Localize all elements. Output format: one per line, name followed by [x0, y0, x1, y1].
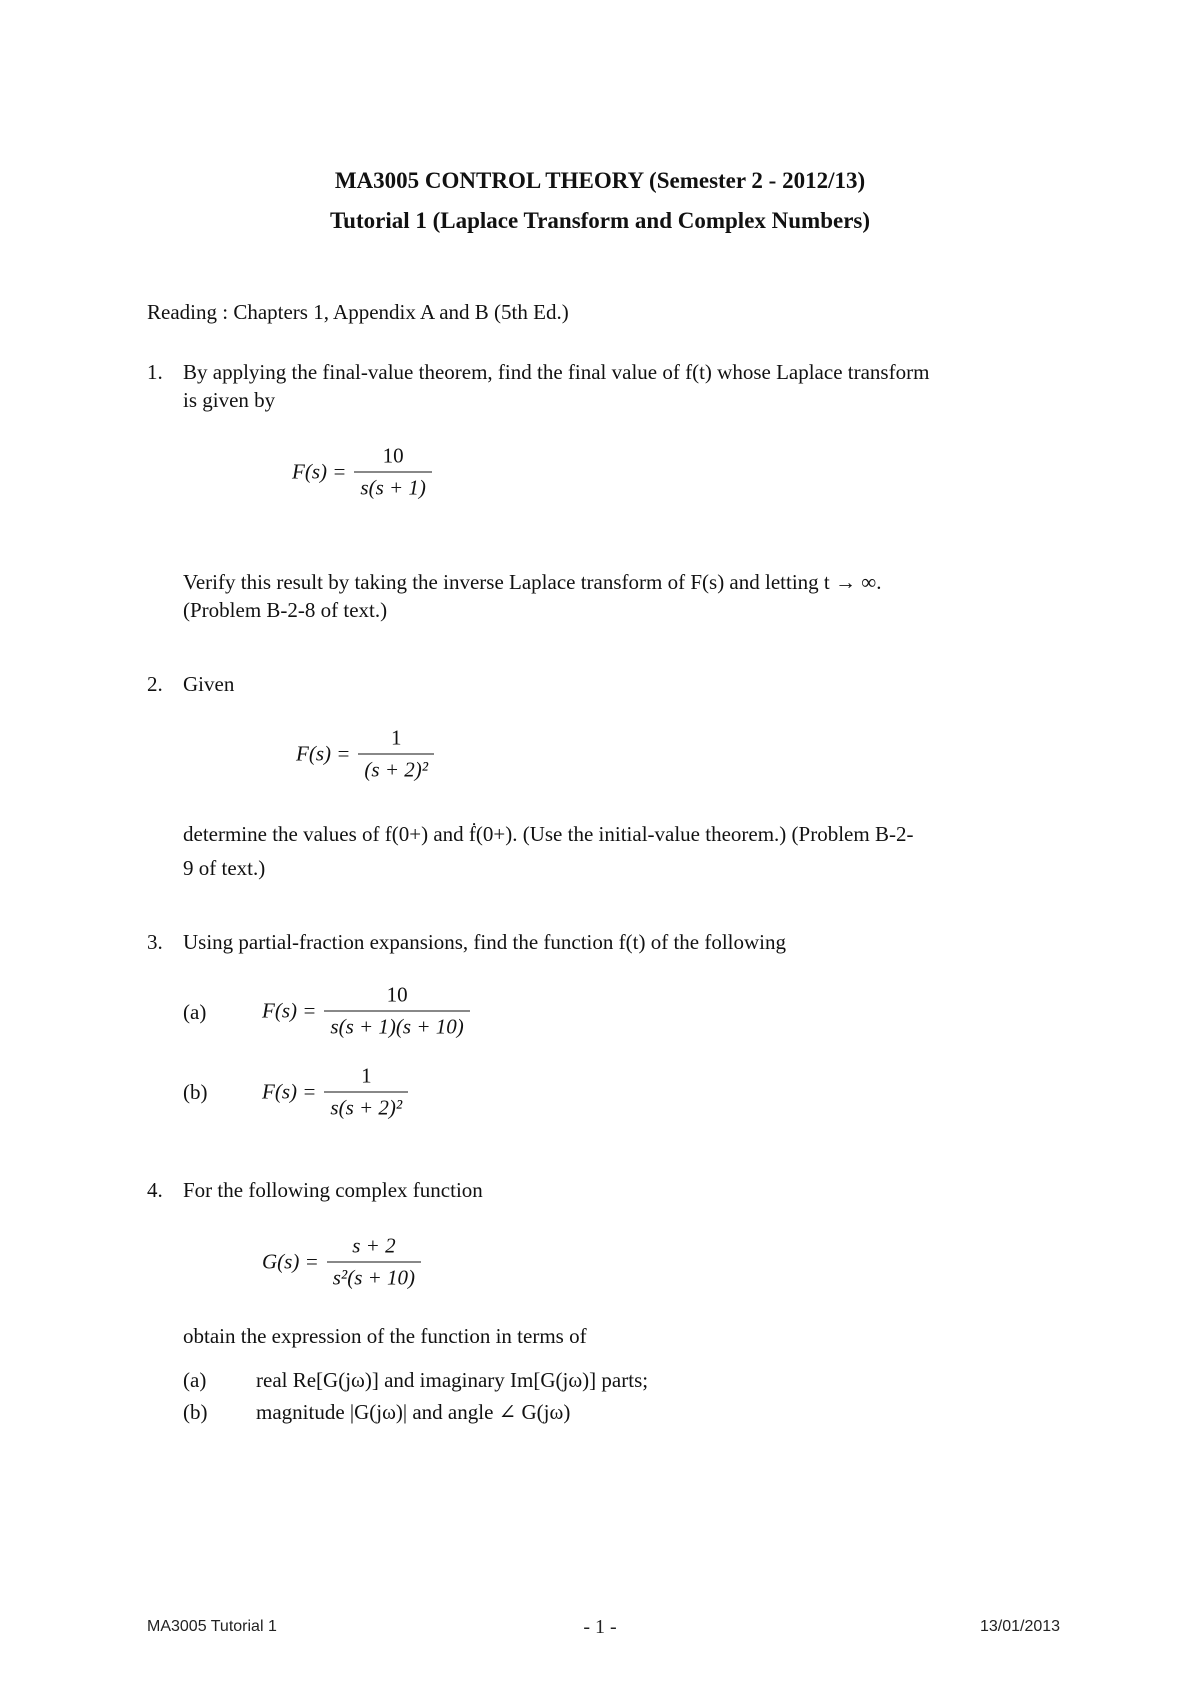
- q4a-text: real Re[G(jω)] and imaginary Im[G(jω)] parts;: [256, 1368, 649, 1392]
- q3a-eq-numerator: 10: [386, 982, 408, 1007]
- q4b-label: (b): [183, 1400, 208, 1424]
- q1-eq-fraction: [354, 444, 432, 501]
- q3b-label: (b): [183, 1080, 208, 1104]
- q4-eq-lhs: G(s) =: [262, 1249, 319, 1274]
- q3a-label: (a): [183, 1000, 207, 1024]
- q1-equation: [292, 444, 432, 501]
- q4b-text: magnitude |G(jω)| and angle ∠ G(jω): [256, 1400, 571, 1424]
- q1-text-line2: is given by: [183, 388, 276, 412]
- footer-left: MA3005 Tutorial 1: [147, 1618, 277, 1635]
- q1-eq-numerator: 10: [382, 443, 404, 468]
- q4a-label: (a): [183, 1368, 207, 1392]
- q3b-eq-fraction: [324, 1064, 408, 1121]
- q2-determine-line1: determine the values of f(0+) and ḟ(0+). (Use the initial-value theorem.) (Problem B-2-: [183, 822, 914, 846]
- q4-text: For the following complex function: [183, 1178, 483, 1202]
- q4-obtain-text: obtain the expression of the function in terms of: [183, 1324, 587, 1348]
- q4-eq-fraction: [327, 1234, 421, 1291]
- q1-verify-line1: Verify this result by taking the inverse Laplace transform of F(s) and letting t → ∞.: [183, 570, 882, 594]
- q2-number: 2.: [147, 672, 163, 696]
- q3-text: Using partial-fraction expansions, find the function f(t) of the following: [183, 930, 787, 954]
- q3b-equation: [262, 1064, 408, 1121]
- q1-eq-denominator: s(s + 1): [354, 472, 432, 501]
- q3b-eq-numerator: 1: [361, 1063, 372, 1088]
- doc-title: MA3005 CONTROL THEORY (Semester 2 - 2012/13): [334, 168, 866, 193]
- q3b-eq-lhs: F(s) =: [262, 1079, 317, 1104]
- reading-line: Reading : Chapters 1, Appendix A and B (5th Ed.): [147, 300, 569, 324]
- q1-eq-lhs: F(s) =: [292, 459, 347, 484]
- q2-eq-fraction: [358, 726, 434, 783]
- q2-text: Given: [183, 672, 235, 696]
- q2-eq-denominator: (s + 2)²: [358, 754, 434, 783]
- q4-number: 4.: [147, 1178, 163, 1202]
- q3a-eq-fraction: [324, 983, 469, 1040]
- q2-eq-lhs: F(s) =: [296, 741, 351, 766]
- q1-verify-line2: (Problem B-2-8 of text.): [183, 598, 388, 622]
- q4-equation: [262, 1234, 421, 1291]
- q1-number: 1.: [147, 360, 163, 384]
- q3a-equation: [262, 983, 470, 1040]
- q2-eq-numerator: 1: [390, 725, 402, 750]
- q2-equation: [296, 726, 434, 783]
- q3a-eq-lhs: F(s) =: [262, 998, 317, 1023]
- q3b-eq-denominator: s(s + 2)²: [324, 1092, 408, 1121]
- q2-determine-line2: 9 of text.): [183, 856, 266, 880]
- footer-date: 13/01/2013: [980, 1618, 1061, 1635]
- doc-subtitle: Tutorial 1 (Laplace Transform and Complex Numbers): [329, 208, 871, 233]
- q4-eq-numerator: s + 2: [352, 1233, 396, 1258]
- q3a-eq-denominator: s(s + 1)(s + 10): [324, 1011, 469, 1040]
- q1-text-line1: By applying the final-value theorem, find the final value of f(t) whose Laplace transform: [183, 360, 930, 384]
- page-number: - 1 -: [583, 1616, 617, 1638]
- q4-eq-denominator: s²(s + 10): [327, 1262, 421, 1291]
- q3-number: 3.: [147, 930, 163, 954]
